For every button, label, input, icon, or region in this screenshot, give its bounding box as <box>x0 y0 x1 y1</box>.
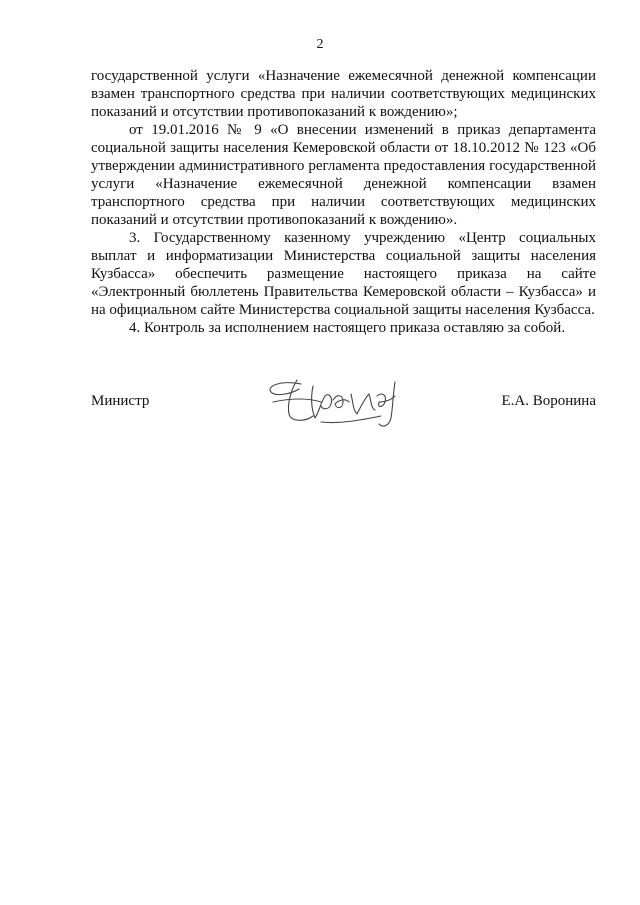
signatory-name: Е.А. Воронина <box>501 393 596 409</box>
document-body <box>91 67 596 337</box>
paragraph-continuation: государственной услуги «Назначение ежемесячной денежной компенсации взамен транспортного средства при наличии соответствующих медицинских показаний и отсутствии противопоказаний к вождению»; <box>91 68 596 120</box>
paragraph-order-2016: от 19.01.2016 № 9 «О внесении изменений в приказ департамента социальной защиты населения Кемеровской области от 18.10.2012 № 123 «Об утверждении административного регламента предоставления государственной услуги «Назначение ежемесячной денежной компенсации взамен транспортного средства при наличии соответствующих медицинских показаний и отсутствии противопоказаний к вождению». <box>91 122 596 228</box>
paragraph-item-3: 3. Государственному казенному учреждению «Центр социальных выплат и информатизации Министерства социальной защиты населения Кузбасса» обеспечить размещение настоящего приказа на сайте «Электронный бюллетень Правительства Кемеровской области – Кузбасса» и на официальном сайте Министерства социальной защиты населения Кузбасса. <box>91 230 596 318</box>
page-number: 2 <box>316 37 324 52</box>
handwritten-signature <box>261 372 421 432</box>
signatory-title: Министр <box>91 393 150 409</box>
paragraph-item-4: 4. Контроль за исполнением настоящего приказа оставляю за собой. <box>129 320 566 336</box>
